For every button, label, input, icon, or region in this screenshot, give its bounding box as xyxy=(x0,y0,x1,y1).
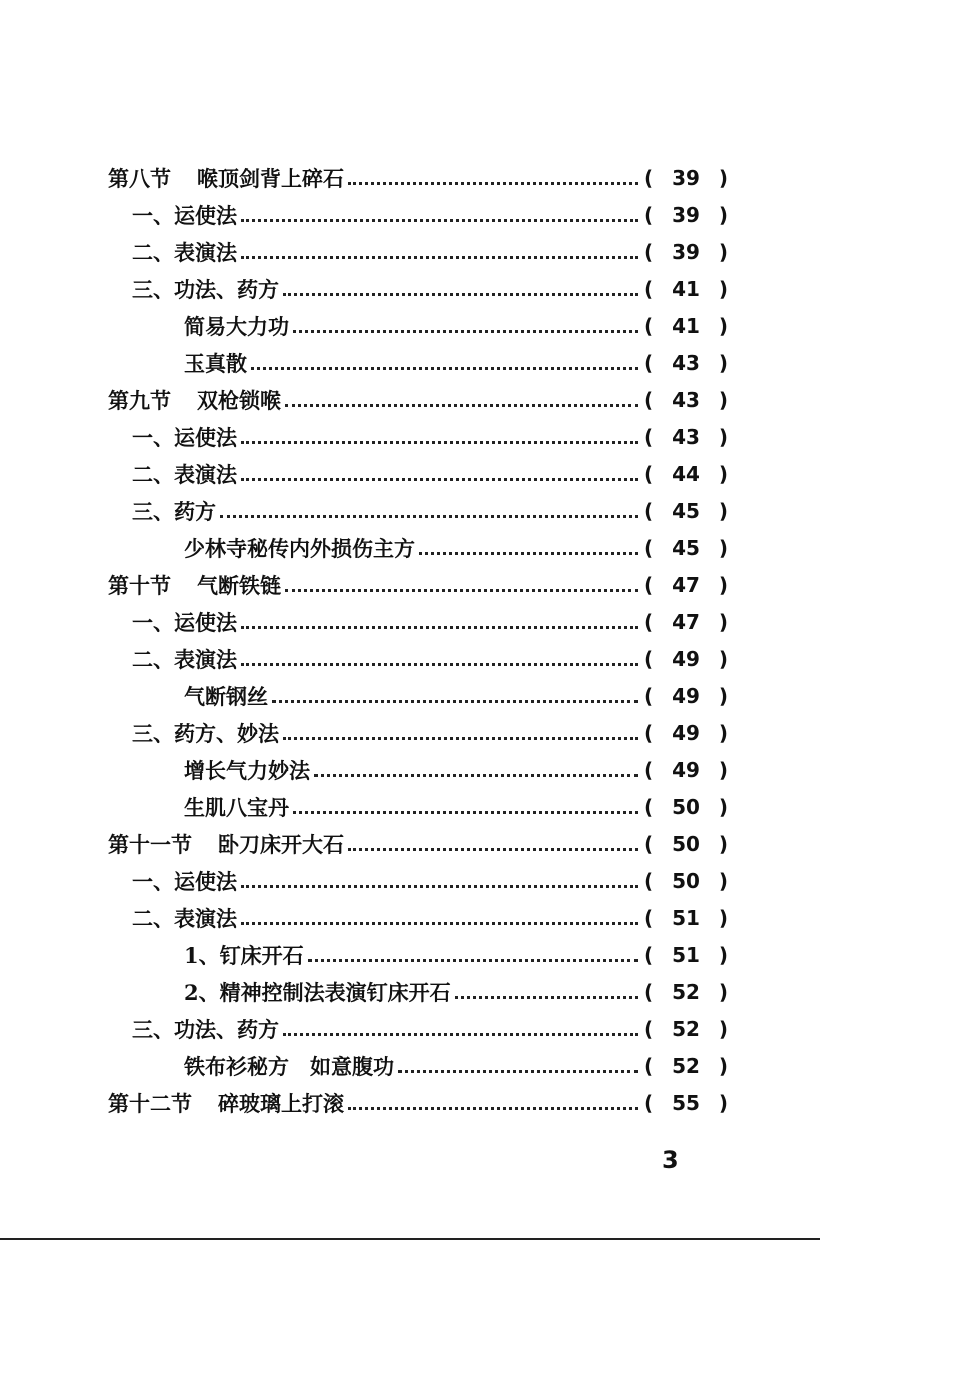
close-paren: ) xyxy=(718,240,728,264)
toc-entry-title: 三、功法、药方 xyxy=(132,1017,279,1042)
toc-entry-subtitle: 双枪锁喉 xyxy=(197,388,281,413)
toc-entry xyxy=(108,641,728,678)
page-ref: 43 xyxy=(672,351,700,375)
close-paren: ) xyxy=(718,647,728,671)
close-paren: ) xyxy=(718,277,728,301)
open-paren: ( xyxy=(644,980,654,1004)
toc-entry xyxy=(108,345,728,382)
toc-entry-title: 简易大力功 xyxy=(184,314,289,339)
toc-entry-page xyxy=(644,1011,728,1048)
page-ref: 43 xyxy=(672,388,700,412)
page-ref: 50 xyxy=(672,832,700,856)
toc-entry xyxy=(108,863,728,900)
open-paren: ( xyxy=(644,684,654,708)
toc-entry-page xyxy=(644,937,728,974)
open-paren: ( xyxy=(644,1054,654,1078)
dot-leader xyxy=(241,883,638,888)
dot-leader xyxy=(293,328,638,333)
toc-entry xyxy=(108,974,728,1011)
close-paren: ) xyxy=(718,499,728,523)
open-paren: ( xyxy=(644,1017,654,1041)
toc-entry xyxy=(108,1048,728,1085)
dot-leader xyxy=(283,291,638,296)
toc-entry-page xyxy=(644,234,728,271)
toc-entry-title: 第十一节 卧刀床开大石 xyxy=(108,832,344,857)
dot-leader xyxy=(241,661,638,666)
toc-entry-page xyxy=(644,974,728,1011)
toc-entry-title: 生肌八宝丹 xyxy=(184,795,289,820)
open-paren: ( xyxy=(644,906,654,930)
page-ref: 52 xyxy=(672,980,700,1004)
dot-leader xyxy=(308,957,638,962)
toc-entry-title: 三、药方 xyxy=(132,499,216,524)
toc-entry-title: 第十二节 碎玻璃上打滚 xyxy=(108,1091,344,1116)
toc-entry-page xyxy=(644,456,728,493)
close-paren: ) xyxy=(718,943,728,967)
toc-entry-title: 一、运使法 xyxy=(132,425,237,450)
page-ref: 39 xyxy=(672,203,700,227)
toc-entry-page xyxy=(644,641,728,678)
open-paren: ( xyxy=(644,943,654,967)
toc-entry-page xyxy=(644,308,728,345)
dot-leader xyxy=(314,772,638,777)
dot-leader xyxy=(283,735,638,740)
toc-entry-title: 二、表演法 xyxy=(132,906,237,931)
close-paren: ) xyxy=(718,425,728,449)
toc-entry-page xyxy=(644,345,728,382)
toc-entry xyxy=(108,419,728,456)
toc-entry-title: 一、运使法 xyxy=(132,869,237,894)
open-paren: ( xyxy=(644,573,654,597)
close-paren: ) xyxy=(718,388,728,412)
toc-entry xyxy=(108,715,728,752)
open-paren: ( xyxy=(644,425,654,449)
dot-leader xyxy=(455,994,638,999)
dot-leader xyxy=(419,550,638,555)
close-paren: ) xyxy=(718,795,728,819)
toc-entry-subtitle: 卧刀床开大石 xyxy=(218,832,344,857)
open-paren: ( xyxy=(644,240,654,264)
toc-entry-title: 增长气力妙法 xyxy=(184,758,310,783)
toc-entry-page xyxy=(644,382,728,419)
toc-entry-page xyxy=(644,715,728,752)
page-number: 3 xyxy=(662,1146,679,1174)
open-paren: ( xyxy=(644,277,654,301)
dot-leader xyxy=(220,513,638,518)
page-ref: 51 xyxy=(672,906,700,930)
toc-entry xyxy=(108,678,728,715)
toc-entry xyxy=(108,789,728,826)
toc-entry-title: 第九节 双枪锁喉 xyxy=(108,388,281,413)
page-ref: 49 xyxy=(672,684,700,708)
toc-entry-title: 三、功法、药方 xyxy=(132,277,279,302)
dot-leader xyxy=(251,365,638,370)
close-paren: ) xyxy=(718,573,728,597)
toc-entry xyxy=(108,900,728,937)
dot-leader xyxy=(348,1105,638,1110)
dot-leader xyxy=(348,180,638,185)
dot-leader xyxy=(293,809,638,814)
open-paren: ( xyxy=(644,795,654,819)
toc-entry-title: 铁布衫秘方 如意腹功 xyxy=(184,1054,394,1079)
close-paren: ) xyxy=(718,462,728,486)
page-ref: 47 xyxy=(672,610,700,634)
toc-entry-page xyxy=(644,1048,728,1085)
open-paren: ( xyxy=(644,647,654,671)
dot-leader xyxy=(241,254,638,259)
open-paren: ( xyxy=(644,721,654,745)
dot-leader xyxy=(241,476,638,481)
close-paren: ) xyxy=(718,758,728,782)
toc-entry-title: 二、表演法 xyxy=(132,240,237,265)
page-ref: 52 xyxy=(672,1054,700,1078)
close-paren: ) xyxy=(718,166,728,190)
toc-entry-subtitle: 喉顶剑背上碎石 xyxy=(197,166,344,191)
dot-leader xyxy=(272,698,638,703)
open-paren: ( xyxy=(644,314,654,338)
page-ref: 43 xyxy=(672,425,700,449)
open-paren: ( xyxy=(644,536,654,560)
toc-entry-page xyxy=(644,493,728,530)
page-ref: 45 xyxy=(672,499,700,523)
toc-entry xyxy=(108,271,728,308)
toc-entry xyxy=(108,493,728,530)
open-paren: ( xyxy=(644,869,654,893)
toc-entry-title: 一、运使法 xyxy=(132,203,237,228)
toc-entry-page xyxy=(644,863,728,900)
open-paren: ( xyxy=(644,166,654,190)
page-ref: 47 xyxy=(672,573,700,597)
close-paren: ) xyxy=(718,1054,728,1078)
toc-entry xyxy=(108,567,728,604)
toc-entry-page xyxy=(644,197,728,234)
page-ref: 44 xyxy=(672,462,700,486)
close-paren: ) xyxy=(718,610,728,634)
toc-entry-title: 一、运使法 xyxy=(132,610,237,635)
close-paren: ) xyxy=(718,203,728,227)
toc-entry-title: 三、药方、妙法 xyxy=(132,721,279,746)
toc-entry-page xyxy=(644,1085,728,1122)
close-paren: ) xyxy=(718,314,728,338)
page-ref: 55 xyxy=(672,1091,700,1115)
open-paren: ( xyxy=(644,758,654,782)
dot-leader xyxy=(348,846,638,851)
dot-leader xyxy=(398,1068,638,1073)
toc-entry-page xyxy=(644,530,728,567)
toc-entry xyxy=(108,1085,728,1122)
toc-entry-page xyxy=(644,419,728,456)
toc-entry-title: 第十节 气断铁链 xyxy=(108,573,281,598)
toc-entry xyxy=(108,530,728,567)
toc-entry xyxy=(108,234,728,271)
page-ref: 41 xyxy=(672,314,700,338)
page-ref: 50 xyxy=(672,869,700,893)
toc-entry xyxy=(108,937,728,974)
toc-entry-page xyxy=(644,160,728,197)
page-ref: 52 xyxy=(672,1017,700,1041)
open-paren: ( xyxy=(644,351,654,375)
toc-entry-page xyxy=(644,271,728,308)
page-ref: 49 xyxy=(672,721,700,745)
toc-entry xyxy=(108,197,728,234)
page-ref: 39 xyxy=(672,166,700,190)
open-paren: ( xyxy=(644,203,654,227)
toc-entry-title: 1、钉床开石 xyxy=(184,943,304,968)
open-paren: ( xyxy=(644,388,654,412)
toc-entry-page xyxy=(644,567,728,604)
close-paren: ) xyxy=(718,1017,728,1041)
toc-entry-title: 气断钢丝 xyxy=(184,684,268,709)
table-of-contents xyxy=(108,160,728,1122)
toc-entry-title: 少林寺秘传内外损伤主方 xyxy=(184,536,415,561)
open-paren: ( xyxy=(644,610,654,634)
bottom-rule xyxy=(0,1238,820,1240)
toc-entry xyxy=(108,456,728,493)
toc-entry-page xyxy=(644,789,728,826)
close-paren: ) xyxy=(718,869,728,893)
close-paren: ) xyxy=(718,684,728,708)
toc-entry-title: 二、表演法 xyxy=(132,462,237,487)
open-paren: ( xyxy=(644,499,654,523)
open-paren: ( xyxy=(644,462,654,486)
toc-entry-page xyxy=(644,604,728,641)
toc-entry-page xyxy=(644,678,728,715)
close-paren: ) xyxy=(718,1091,728,1115)
toc-entry xyxy=(108,826,728,863)
toc-entry-subtitle: 碎玻璃上打滚 xyxy=(218,1091,344,1116)
dot-leader xyxy=(283,1031,638,1036)
page-ref: 41 xyxy=(672,277,700,301)
toc-entry xyxy=(108,1011,728,1048)
dot-leader xyxy=(241,217,638,222)
toc-entry-subtitle: 气断铁链 xyxy=(197,573,281,598)
close-paren: ) xyxy=(718,832,728,856)
page-ref: 49 xyxy=(672,647,700,671)
toc-entry-page xyxy=(644,826,728,863)
toc-entry xyxy=(108,382,728,419)
dot-leader xyxy=(285,402,638,407)
open-paren: ( xyxy=(644,1091,654,1115)
toc-entry xyxy=(108,308,728,345)
page-ref: 45 xyxy=(672,536,700,560)
close-paren: ) xyxy=(718,351,728,375)
toc-entry xyxy=(108,604,728,641)
close-paren: ) xyxy=(718,980,728,1004)
dot-leader xyxy=(241,920,638,925)
toc-entry-title: 第八节 喉顶剑背上碎石 xyxy=(108,166,344,191)
open-paren: ( xyxy=(644,832,654,856)
toc-entry-title: 玉真散 xyxy=(184,351,247,376)
toc-entry xyxy=(108,160,728,197)
dot-leader xyxy=(285,587,638,592)
page-ref: 50 xyxy=(672,795,700,819)
close-paren: ) xyxy=(718,721,728,745)
toc-entry-title: 2、精神控制法表演钉床开石 xyxy=(184,980,451,1005)
toc-entry-page xyxy=(644,752,728,789)
page-ref: 39 xyxy=(672,240,700,264)
close-paren: ) xyxy=(718,906,728,930)
toc-entry-page xyxy=(644,900,728,937)
toc-entry xyxy=(108,752,728,789)
dot-leader xyxy=(241,439,638,444)
toc-entry-title: 二、表演法 xyxy=(132,647,237,672)
page-ref: 51 xyxy=(672,943,700,967)
page-ref: 49 xyxy=(672,758,700,782)
dot-leader xyxy=(241,624,638,629)
close-paren: ) xyxy=(718,536,728,560)
